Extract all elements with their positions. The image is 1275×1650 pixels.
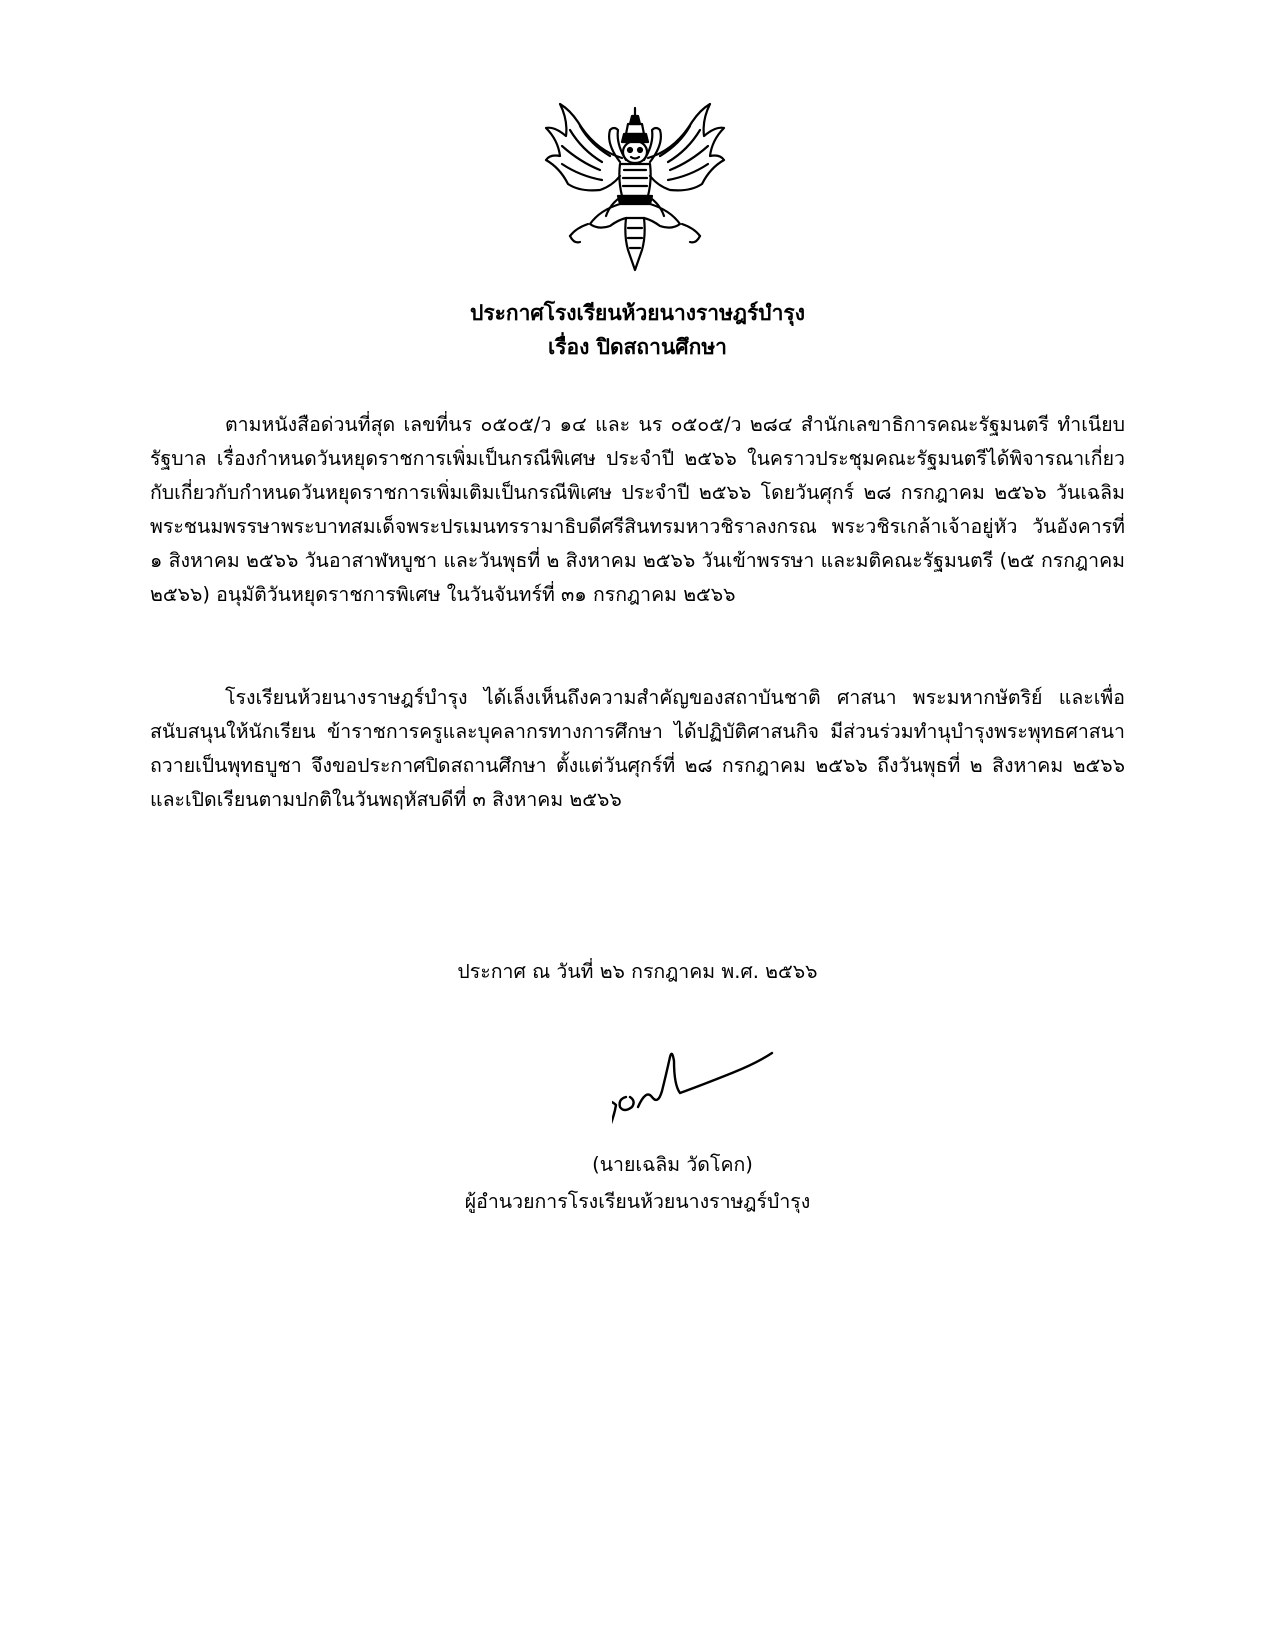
body-paragraph-2: โรงเรียนห้วยนางราษฎร์บำรุง ได้เล็งเห็นถึงความสำคัญของสถาบันชาติ ศาสนา พระมหากษัตริย์ และเพื่อสนับสนุนให้นักเรียน ข้าราชการครูและบุคลากรทางการศึกษา ได้ปฏิบัติศาสนกิจ มีส่วนร่วมทำนุบำรุงพระพุทธศาสนา ถวายเป็นพุทธบูชา จึงขอประกาศปิดสถานศึกษา ตั้งแต่วันศุกร์ที่ ๒๘ กรกฎาคม ๒๕๖๖ ถึงวันพุธที่ ๒ สิงหาคม ๒๕๖๖ และเปิดเรียนตามปกติในวันพฤหัสบดีที่ ๓ สิงหาคม ๒๕๖๖ [150,686,1125,811]
document-subject: เรื่อง ปิดสถานศึกษา [548,335,727,359]
signer-name: (นายเฉลิม วัดโคก) [592,1153,753,1176]
document-title: ประกาศโรงเรียนห้วยนางราษฎร์บำรุง [470,301,805,325]
body-paragraph-1: ตามหนังสือด่วนที่สุด เลขที่นร ๐๕๐๕/ว ๑๔ และ นร ๐๕๐๕/ว ๒๘๔ สำนักเลขาธิการคณะรัฐมนตรี ทำเนียบรัฐบาล เรื่องกำหนดวันหยุดราชการเพิ่มเป็นกรณีพิเศษ ประจำปี ๒๕๖๖ ในคราวประชุมคณะรัฐมนตรีได้พิจารณาเกี่ยวกับเกี่ยวกับกำหนดวันหยุดราชการเพิ่มเติมเป็นกรณีพิเศษ ประจำปี ๒๕๖๖ โดยวันศุกร์ ๒๘ กรกฎาคม ๒๕๖๖ วันเฉลิมพระชนมพรรษาพระบาทสมเด็จพระปรเมนทรรามาธิบดีศรีสินทรมหาวชิราลงกรณ พระวชิรเกล้าเจ้าอยู่หัว วันอังคารที่ ๑ สิงหาคม ๒๕๖๖ วันอาสาฬหบูชา และวันพุธที่ ๒ สิงหาคม ๒๕๖๖ วันเข้าพรรษา และมติคณะรัฐมนตรี (๒๕ กรกฎาคม ๒๕๖๖) อนุมัติวันหยุดราชการพิเศษ ในวันจันทร์ที่ ๓๑ กรกฎาคม ๒๕๖๖ [150,413,1125,606]
signature-image [612,1045,822,1155]
garuda-emblem-icon [540,100,730,278]
announcement-date: ประกาศ ณ วันที่ ๒๖ กรกฎาคม พ.ศ. ๒๕๖๖ [457,960,818,983]
signer-position: ผู้อำนวยการโรงเรียนห้วยนางราษฎร์บำรุง [464,1190,811,1213]
